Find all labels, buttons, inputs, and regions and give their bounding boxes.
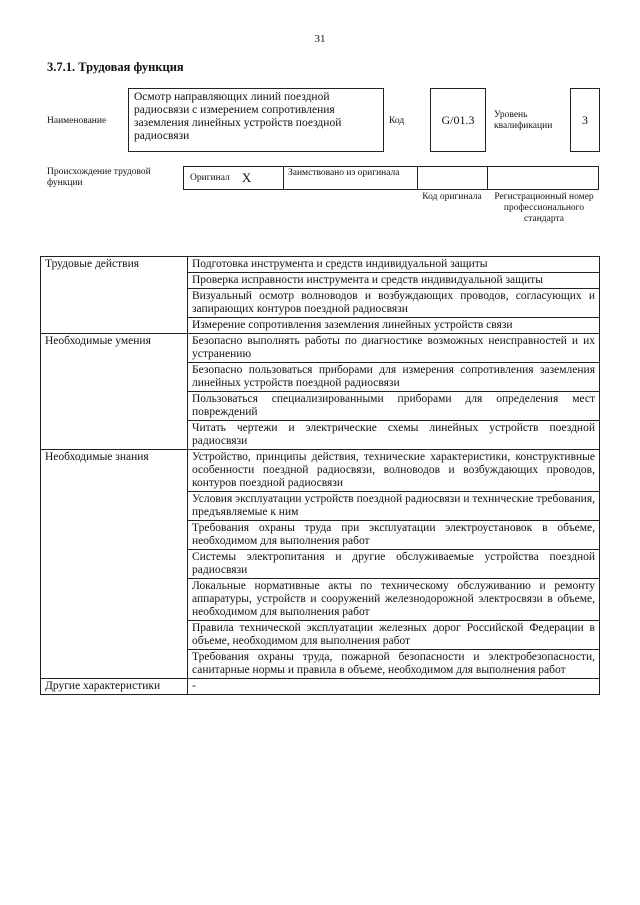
table-row xyxy=(41,679,600,695)
original-label: Оригинал xyxy=(190,172,230,183)
table-cell: Требования охраны труда, пожарной безопасности и электробезопасности, санитарные нормы и правила в объеме, необходимом для выполнения работ xyxy=(188,650,600,679)
row-label: Необходимые умения xyxy=(41,334,188,450)
table-cell: Подготовка инструмента и средств индивидуальной защиты xyxy=(188,257,600,273)
code-value-box xyxy=(430,88,486,152)
origin-borrowed-cell xyxy=(284,167,418,189)
table-cell: Устройство, принципы действия, технические характеристики, конструктивные особенности поездной радиосвязи, волноводов и возбуждающих проводов, контуров поездной радиосвязи xyxy=(188,450,600,492)
table-row xyxy=(41,450,600,492)
table-row xyxy=(41,257,600,273)
row-label: Трудовые действия xyxy=(41,257,188,334)
table-cell: Безопасно пользоваться приборами для измерения сопротивления заземления линейных устройств поездной радиосвязи xyxy=(188,363,600,392)
original-mark: X xyxy=(241,170,252,185)
section-title: 3.7.1. Трудовая функция xyxy=(47,60,184,74)
page-number: 31 xyxy=(314,33,326,45)
row-label: Другие характеристики xyxy=(41,679,188,695)
origin-original-cell xyxy=(184,167,284,189)
origin-label: Происхождение трудовой функции xyxy=(47,167,151,188)
table-cell: Системы электропитания и другие обслуживаемые устройства поездной радиосвязи xyxy=(188,550,600,579)
code-value: G/01.3 xyxy=(441,112,475,127)
table-cell: - xyxy=(188,679,600,695)
borrowed-label: Заимствовано из оригинала xyxy=(288,168,400,178)
name-label: Наименование xyxy=(47,116,107,126)
table-cell: Локальные нормативные акты по техническому обслуживанию и ремонту аппаратуры, устройств и сооружений железнодорожной электросвязи в объеме, необходимом для выполнения работ xyxy=(188,579,600,621)
name-value: Осмотр направляющих линий поездной радиосвязи с измерением сопротивления заземления линейных устройств поездной радиосвязи xyxy=(134,91,342,142)
table-cell: Пользоваться специализированными приборами для определения мест повреждений xyxy=(188,392,600,421)
code-caption: Код оригинала xyxy=(422,192,482,202)
origin-table xyxy=(183,166,599,190)
origin-reg-cell xyxy=(488,167,598,189)
origin-code-cell xyxy=(418,167,488,189)
function-table xyxy=(40,256,600,695)
table-cell: Условия эксплуатации устройств поездной радиосвязи и технические требования, предъявляемые к ним xyxy=(188,492,600,521)
table-cell: Проверка исправности инструмента и средств индивидуальной защиты xyxy=(188,273,600,289)
table-cell: Читать чертежи и электрические схемы линейных устройств поездной радиосвязи xyxy=(188,421,600,450)
code-label: Код xyxy=(389,116,405,126)
reg-caption: Регистрационный номер профессионального стандарта xyxy=(494,192,594,224)
table-cell: Требования охраны труда при эксплуатации электроустановок в объеме, необходимом для выполнения работ xyxy=(188,521,600,550)
table-cell: Правила технической эксплуатации железных дорог Российской Федерации в объеме, необходимом для выполнения работ xyxy=(188,621,600,650)
table-cell: Визуальный осмотр волноводов и возбуждающих проводов, согласующих и запирающих контуров поездной радиосвязи xyxy=(188,289,600,318)
table-cell: Безопасно выполнять работы по диагностике возможных неисправностей и их устранению xyxy=(188,334,600,363)
level-label: Уровень квалификации xyxy=(494,110,553,131)
name-value-box xyxy=(128,88,384,152)
level-value-box xyxy=(570,88,600,152)
table-cell: Измерение сопротивления заземления линейных устройств связи xyxy=(188,318,600,334)
level-value: 3 xyxy=(582,112,588,127)
table-row xyxy=(41,334,600,363)
row-label: Необходимые знания xyxy=(41,450,188,679)
